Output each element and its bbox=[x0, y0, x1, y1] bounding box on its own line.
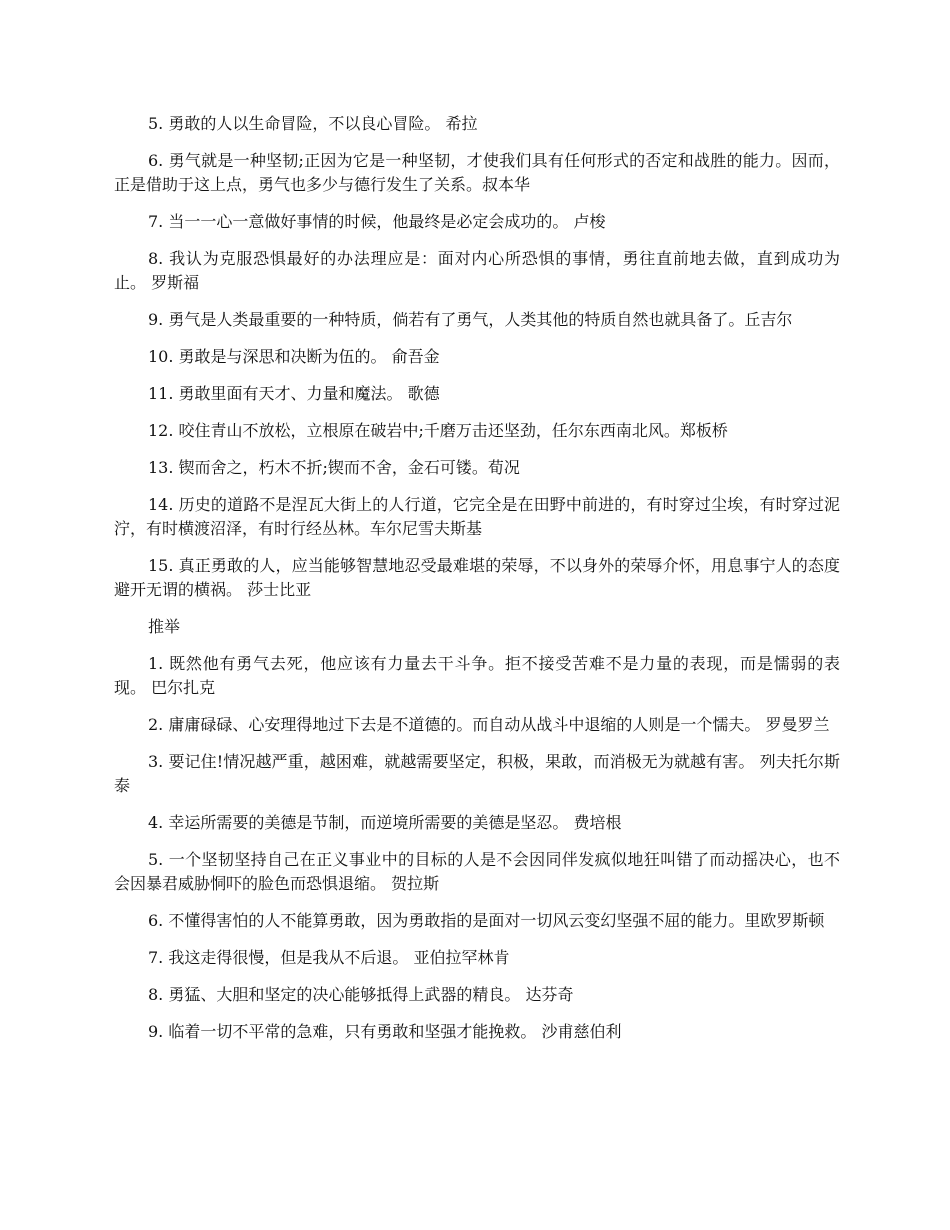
quote-paragraph: 6. 不懂得害怕的人不能算勇敢，因为勇敢指的是面对一切风云变幻坚强不屈的能力。里欧罗斯顿 bbox=[148, 911, 825, 930]
quote-paragraph: 5. 一个坚韧坚持自己在正义事业中的目标的人是不会因同伴发疯似地狂叫错了而动摇决心，也不会因暴君威胁恫吓的脸色而恐惧退缩。 贺拉斯 bbox=[114, 850, 840, 893]
quote-paragraph: 9. 勇气是人类最重要的一种特质，倘若有了勇气，人类其他的特质自然也就具备了。丘吉尔 bbox=[148, 310, 793, 329]
section-heading: 推举 bbox=[148, 617, 181, 636]
quote-paragraph: 6. 勇气就是一种坚韧;正因为它是一种坚韧，才使我们具有任何形式的否定和战胜的能力。因而，正是借助于这上点，勇气也多少与德行发生了关系。叔本华 bbox=[114, 151, 840, 194]
quote-paragraph: 13. 锲而舍之，朽木不折;锲而不舍，金石可镂。荀况 bbox=[148, 458, 520, 477]
quote-paragraph: 3. 要记住!情况越严重，越困难，就越需要坚定，积极，果敢，而消极无为就越有害。 列夫托尔斯泰 bbox=[114, 752, 840, 795]
quote-paragraph: 12. 咬住青山不放松，立根原在破岩中;千磨万击还坚劲，任尔东西南北风。郑板桥 bbox=[148, 421, 728, 440]
document-body bbox=[114, 112, 840, 1057]
quote-paragraph: 10. 勇敢是与深思和决断为伍的。 俞吾金 bbox=[148, 347, 440, 366]
quote-paragraph: 7. 我这走得很慢，但是我从不后退。 亚伯拉罕林肯 bbox=[148, 948, 510, 967]
quote-paragraph: 4. 幸运所需要的美德是节制，而逆境所需要的美德是坚忍。 费培根 bbox=[148, 813, 622, 832]
quote-paragraph: 11. 勇敢里面有天才、力量和魔法。 歌德 bbox=[148, 384, 440, 403]
quote-paragraph: 9. 临着一切不平常的急难，只有勇敢和坚强才能挽救。 沙甫慈伯利 bbox=[148, 1022, 622, 1041]
quote-paragraph: 8. 勇猛、大胆和坚定的决心能够抵得上武器的精良。 达芬奇 bbox=[148, 985, 574, 1004]
quote-paragraph: 14. 历史的道路不是涅瓦大街上的人行道，它完全是在田野中前进的，有时穿过尘埃，有时穿过泥泞，有时横渡沼泽，有时行经丛林。车尔尼雪夫斯基 bbox=[114, 495, 840, 538]
quote-paragraph: 1. 既然他有勇气去死，他应该有力量去干斗争。拒不接受苦难不是力量的表现，而是懦弱的表现。 巴尔扎克 bbox=[114, 654, 840, 697]
quote-paragraph: 8. 我认为克服恐惧最好的办法理应是：面对内心所恐惧的事情，勇往直前地去做，直到成功为止。 罗斯福 bbox=[114, 249, 840, 292]
quote-paragraph: 2. 庸庸碌碌、心安理得地过下去是不道德的。而自动从战斗中退缩的人则是一个懦夫。 罗曼罗兰 bbox=[148, 715, 830, 734]
quote-paragraph: 7. 当一一心一意做好事情的时候，他最终是必定会成功的。 卢梭 bbox=[148, 212, 606, 231]
quote-paragraph: 5. 勇敢的人以生命冒险，不以良心冒险。 希拉 bbox=[148, 114, 478, 133]
quote-paragraph: 15. 真正勇敢的人，应当能够智慧地忍受最难堪的荣辱，不以身外的荣辱介怀，用息事宁人的态度避开无谓的横祸。 莎士比亚 bbox=[114, 556, 840, 599]
